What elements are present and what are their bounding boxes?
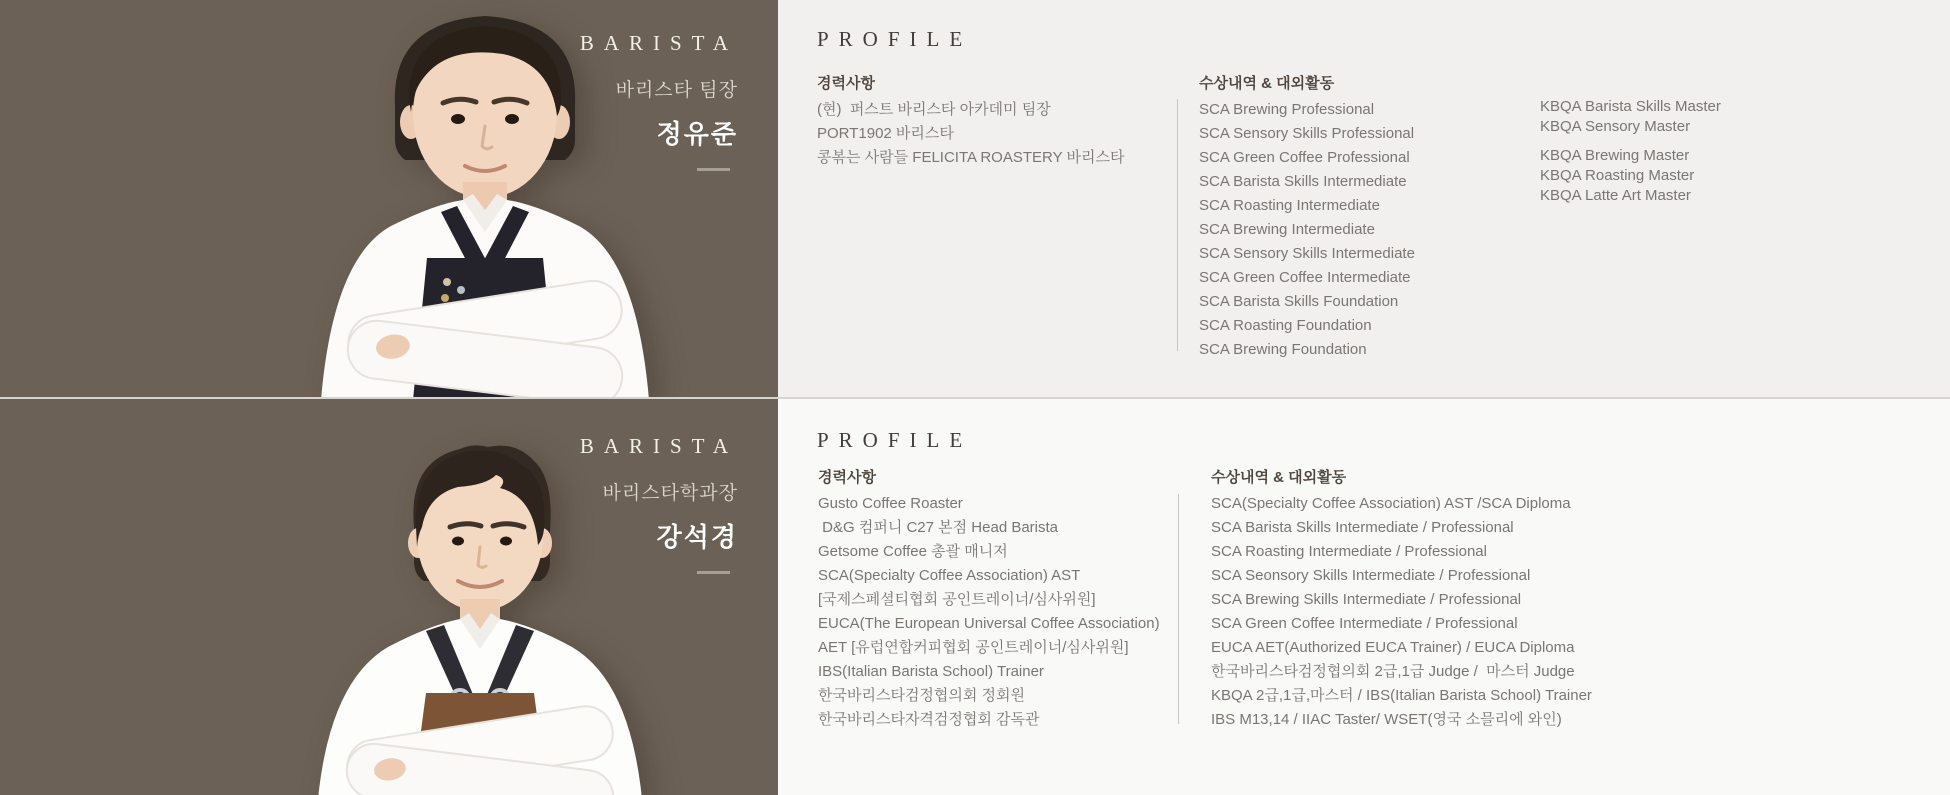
extra-awards-list — [1540, 97, 1721, 206]
award-item: SCA Barista Skills Intermediate — [1199, 173, 1407, 190]
award-item: SCA Green Coffee Intermediate — [1199, 269, 1411, 286]
career-item: IBS(Italian Barista School) Trainer — [818, 663, 1044, 680]
barista-profile-section-2 — [0, 397, 1950, 795]
career-item: Gusto Coffee Roaster — [818, 495, 963, 512]
award-item: KBQA Latte Art Master — [1540, 187, 1691, 204]
award-item: KBQA 2급,1급,마스터 / IBS(Italian Barista School) Trainer — [1211, 687, 1592, 704]
barista-heading: BARISTA — [579, 434, 738, 458]
profile-heading: PROFILE — [817, 428, 973, 452]
career-item: PORT1902 바리스타 — [817, 125, 954, 142]
award-item: IBS M13,14 / IIAC Taster/ WSET(영국 소믈리에 와인) — [1211, 711, 1562, 728]
awards-list — [1199, 98, 1415, 362]
award-item: SCA(Specialty Coffee Association) AST /SCA Diploma — [1211, 495, 1571, 512]
barista-profile-section-1 — [0, 0, 1950, 397]
career-item: SCA(Specialty Coffee Association) AST — [818, 567, 1081, 584]
award-item: SCA Roasting Intermediate / Professional — [1211, 543, 1487, 560]
award-item: SCA Roasting Foundation — [1199, 317, 1372, 334]
career-item: 한국바리스타검정협의회 정회원 — [818, 687, 1026, 704]
barista-intro-2 — [580, 399, 738, 574]
photo-panel-1 — [0, 0, 778, 397]
award-item: SCA Seonsory Skills Intermediate / Professional — [1211, 567, 1531, 584]
award-item: SCA Brewing Foundation — [1199, 341, 1367, 358]
barista-heading: BARISTA — [579, 31, 738, 55]
career-item: D&G 컴퍼니 C27 본점 Head Barista — [818, 519, 1059, 536]
award-item: SCA Brewing Skills Intermediate / Professional — [1211, 591, 1522, 608]
column-divider — [1177, 99, 1178, 351]
career-item: Getsome Coffee 총괄 매니저 — [818, 543, 1008, 560]
barista-intro-1 — [580, 0, 738, 171]
name-underline — [697, 168, 730, 171]
career-list — [818, 492, 1160, 732]
career-list — [817, 98, 1124, 170]
award-item: SCA Sensory Skills Intermediate — [1199, 245, 1415, 262]
barista-role: 바리스타 팀장 — [615, 80, 738, 101]
barista-name: 강석경 — [656, 522, 738, 552]
award-item: KBQA Roasting Master — [1540, 167, 1695, 184]
career-item: (현) 퍼스트 바리스타 아카데미 팀장 — [817, 101, 1051, 118]
profile-content-1 — [778, 0, 1950, 397]
awards-column-2 — [1211, 466, 1592, 732]
career-header: 경력사항 — [818, 469, 876, 486]
award-item: SCA Green Coffee Professional — [1199, 149, 1410, 166]
award-item: KBQA Barista Skills Master — [1540, 98, 1721, 115]
career-header: 경력사항 — [817, 75, 875, 92]
award-item: SCA Barista Skills Intermediate / Professional — [1211, 519, 1514, 536]
photo-panel-2 — [0, 399, 778, 795]
barista-name: 정유준 — [656, 119, 738, 149]
career-column-1 — [817, 72, 1124, 170]
profile-content-2 — [778, 399, 1950, 795]
award-item: SCA Sensory Skills Professional — [1199, 125, 1415, 142]
awards-header: 수상내역 & 대외활동 — [1199, 75, 1335, 92]
profile-heading: PROFILE — [817, 27, 973, 51]
award-item: SCA Green Coffee Intermediate / Professional — [1211, 615, 1518, 632]
awards-column-1 — [1199, 72, 1415, 362]
awards-header: 수상내역 & 대외활동 — [1211, 469, 1347, 486]
career-item: 콩볶는 사람들 FELICITA ROASTERY 바리스타 — [817, 149, 1125, 166]
column-divider — [1178, 494, 1179, 724]
award-item: SCA Barista Skills Foundation — [1199, 293, 1399, 310]
awards-list — [1211, 492, 1592, 732]
name-underline — [697, 571, 730, 574]
barista-role: 바리스타학과장 — [602, 483, 738, 504]
award-item: SCA Brewing Professional — [1199, 101, 1375, 118]
award-item: EUCA AET(Authorized EUCA Trainer) / EUCA Diploma — [1211, 639, 1575, 656]
award-item: KBQA Sensory Master — [1540, 118, 1691, 135]
award-item: 한국바리스타검정협의회 2급,1급 Judge / 마스터 Judge — [1211, 663, 1575, 680]
award-item: SCA Brewing Intermediate — [1199, 221, 1375, 238]
career-item: [국제스페셜티협회 공인트레이너/심사위원] — [818, 591, 1096, 608]
career-item: EUCA(The European Universal Coffee Association) — [818, 615, 1160, 632]
award-item: KBQA Brewing Master — [1540, 147, 1690, 164]
career-item: AET [유럽연합커피협회 공인트레이너/심사위원] — [818, 639, 1129, 656]
award-item: SCA Roasting Intermediate — [1199, 197, 1380, 214]
career-column-2 — [818, 466, 1160, 732]
career-item: 한국바리스타자격검정협회 감독관 — [818, 711, 1040, 728]
